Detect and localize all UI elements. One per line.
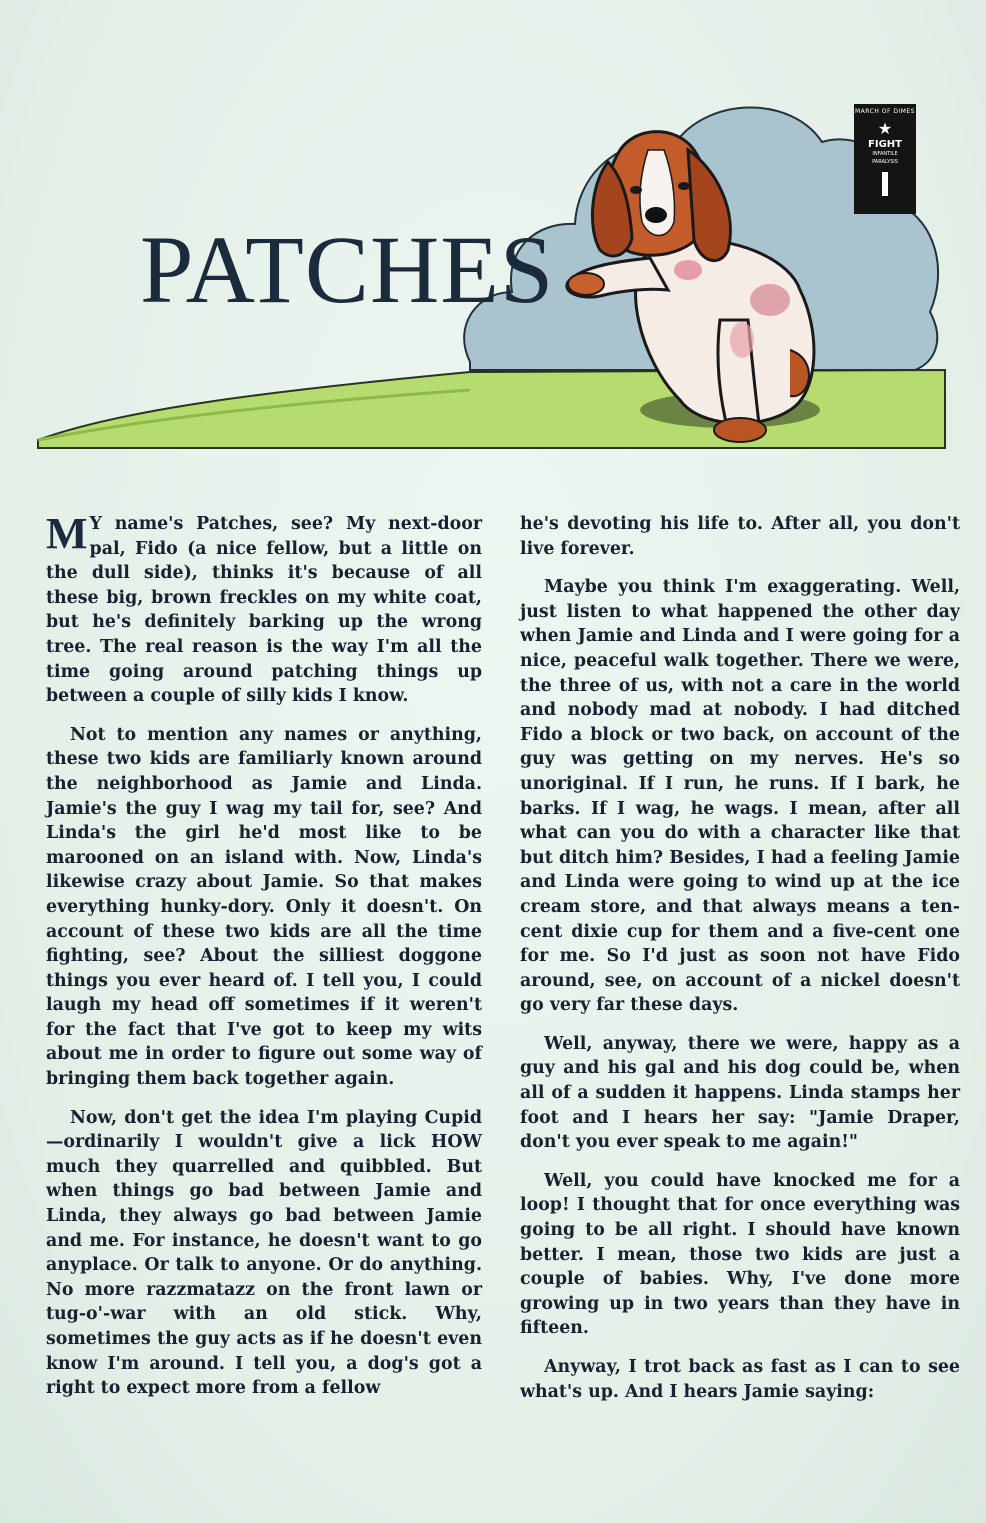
story-header: [0, 0, 986, 470]
right-column: [520, 512, 960, 1418]
badge-top-text: MARCH OF DIMES: [854, 108, 915, 115]
paragraph: Maybe you think I'm exaggerating. Well, just listen to what happened the other day when Jamie and Linda and I were going for a nice, peaceful walk together. There we were, the three of us, with not a care in the world and nobody mad at nobody. I had ditched Fido a block or two back, on account of the guy was getting on my nerves. He's so unoriginal. If I run, he runs. If I bark, he barks. If I wag, he wags. I mean, after all what can you do with a character like that but ditch him? Besides, I had a feeling Jamie and Linda were going to wind up at the ice cream store, and that always means a ten-cent dixie cup for them and a five-cent one for me. So I'd just as soon not have Fido around, see, on account of a nickel doesn't go very far these days.: [520, 577, 960, 1016]
paragraph: Now, don't get the idea I'm playing Cupid—ordinarily I wouldn't give a lick HOW much they quarrelled and quibbled. But when things go bad between Jamie and Linda, they always go bad between Jamie and me. For instance, he doesn't want to go anyplace. Or talk to anyone. Or do anything. No more razzmatazz on the front lawn or tug-o'-war with an old stick. Why, sometimes the guy acts as if he doesn't even know I'm around. I tell you, a dog's got a right to expect more from a fellow: [46, 1107, 482, 1399]
paragraph: Anyway, I trot back as fast as I can to see what's up. And I hears Jamie saying:: [520, 1357, 960, 1402]
paragraph: he's devoting his life to. After all, you don't live forever.: [520, 514, 960, 559]
badge-sub-text-2: PARALYSIS: [872, 159, 898, 165]
paragraph: Well, you could have knocked me for a loop! I thought that for once everything was going to be all right. I should have known better. I mean, those two kids are just a couple of babies. Why, I've done more growing up in two years than they have in fifteen.: [520, 1170, 960, 1339]
badge-bar-icon: [882, 172, 888, 196]
drop-cap: M: [46, 509, 88, 558]
paragraph: Not to mention any names or anything, these two kids are familiarly known around the neighborhood as Jamie and Linda. Jamie's the guy I wag my tail for, see? And Linda's the girl he'd most like to be marooned on an island with. Now, Linda's likewise crazy about Jamie. So that makes everything hunky-dory. Only it doesn't. On account of these two kids are all the time fighting, see? About the silliest doggone things you ever heard of. I tell you, I could laugh my head off sometimes if it weren't for the fact that I've got to keep my wits about me in order to figure out some way of bringing them back together again.: [46, 724, 482, 1090]
badge-sub-text-1: INFANTILE: [872, 151, 898, 157]
march-of-dimes-badge: [854, 104, 916, 214]
badge-star-icon: ★: [877, 119, 893, 138]
paragraph: [46, 509, 482, 709]
paragraph-text: Y name's Patches, see? My next-door pal, Fido (a nice fellow, but a little on the dull side), thinks it's because of all these big, brown freckles on my white coat, but he's definitely barking up the wrong tree. The real reason is the way I'm all the time going around patching things up between a couple of silly kids I know.: [46, 514, 482, 707]
story-title: PATCHES: [140, 216, 555, 323]
paragraph: Well, anyway, there we were, happy as a guy and his gal and his dog could be, when all of a sudden it happens. Linda stamps her foot and I hears her say: "Jamie Draper, don't you ever speak to me again!": [520, 1033, 960, 1153]
badge-fight-text: FIGHT: [868, 139, 902, 150]
left-column: [46, 509, 482, 1415]
